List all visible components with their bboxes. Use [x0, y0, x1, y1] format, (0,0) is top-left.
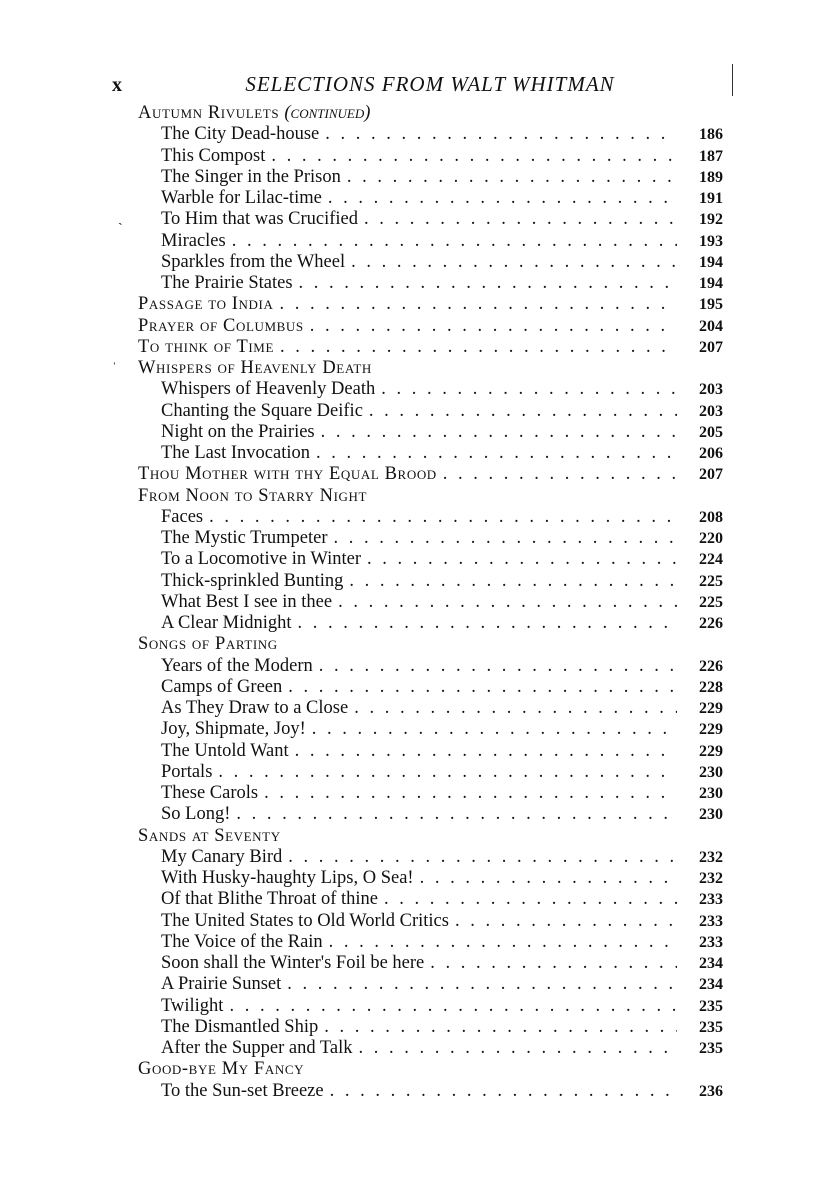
toc-title: Night on the Prairies [161, 421, 315, 442]
toc-entry [138, 188, 723, 209]
toc-page: 225 [699, 572, 723, 590]
toc-page: 232 [699, 870, 723, 887]
toc-title: Songs of Parting [138, 634, 278, 655]
toc-title: To a Locomotive in Winter [161, 549, 362, 570]
leader-dots [321, 422, 677, 443]
toc-title: Portals [161, 761, 213, 782]
toc-title: So Long! [161, 804, 231, 825]
toc-page: 194 [699, 253, 723, 271]
toc-page: 226 [699, 657, 723, 675]
margin-mark: ˈ [112, 361, 117, 376]
toc-entry [138, 124, 723, 145]
toc-page: 206 [699, 445, 723, 462]
leader-dots [236, 804, 677, 825]
leader-dots [430, 953, 677, 974]
toc-page: 208 [699, 508, 723, 526]
toc-page: 230 [699, 806, 723, 824]
toc-entry [138, 868, 723, 889]
leader-dots [218, 762, 677, 783]
toc-entry [138, 231, 723, 252]
toc-entry [138, 1038, 723, 1059]
toc-entry [138, 1017, 723, 1038]
leader-dots [288, 847, 677, 868]
toc-section-heading [138, 1059, 723, 1080]
toc-page: 233 [699, 912, 723, 930]
toc-title: Autumn Rivulets [138, 103, 280, 123]
toc-title: Of that Blithe Throat of thine [161, 889, 378, 910]
toc-entry [138, 273, 723, 294]
toc-entry [138, 571, 723, 592]
toc-title: Warble for Lilac-time [161, 188, 322, 208]
toc-page: 186 [699, 126, 723, 144]
toc-page: 204 [699, 317, 723, 335]
toc-page: 224 [699, 551, 723, 569]
leader-dots [325, 124, 677, 145]
toc-title: Passage to India [138, 294, 274, 315]
leader-dots [298, 613, 677, 634]
toc-title: My Canary Bird [161, 846, 283, 867]
toc-page: 191 [699, 190, 723, 207]
toc-title: Joy, Shipmate, Joy! [161, 719, 306, 740]
toc-title: The United States to Old World Critics [161, 910, 449, 931]
toc-page: 189 [699, 168, 723, 186]
toc-page: 230 [699, 763, 723, 781]
toc-title: Miracles [161, 230, 226, 251]
leader-dots [369, 401, 677, 422]
margin-mark: ˎ [118, 211, 123, 226]
toc-title: A Prairie Sunset [161, 974, 282, 995]
toc-entry [138, 379, 723, 400]
leader-dots [209, 507, 677, 528]
toc-page: 229 [699, 700, 723, 717]
page-edge-mark [732, 64, 733, 96]
leader-dots [316, 443, 677, 464]
toc-entry [138, 847, 723, 868]
toc-page: 195 [699, 296, 723, 314]
toc-entry [138, 422, 723, 443]
toc-section-entry [138, 316, 723, 337]
toc-page: 207 [699, 338, 723, 356]
toc-title: This Compost [161, 145, 266, 166]
toc-title: As They Draw to a Close [161, 698, 349, 718]
toc-entry [138, 996, 723, 1017]
toc-entry [138, 401, 723, 422]
toc-section-heading [138, 103, 723, 124]
leader-dots [280, 337, 677, 358]
toc-title: The Singer in the Prison [161, 166, 341, 187]
toc-entry [138, 549, 723, 570]
toc-title: Soon shall the Winter's Foil be here [161, 953, 425, 973]
leader-dots [232, 231, 677, 252]
table-of-contents [138, 103, 723, 1102]
toc-entry [138, 762, 723, 783]
leader-dots [271, 146, 677, 167]
toc-page: 187 [699, 147, 723, 165]
toc-page: 233 [699, 891, 723, 909]
leader-dots [347, 167, 677, 188]
toc-title: The Untold Want [161, 740, 289, 761]
toc-page: 207 [699, 466, 723, 484]
toc-entry [138, 592, 723, 613]
toc-title: The City Dead-house [161, 124, 320, 145]
leader-dots [310, 316, 677, 337]
toc-page: 234 [699, 955, 723, 972]
toc-page: 205 [699, 423, 723, 441]
toc-title: Whispers of Heavenly Death [161, 379, 376, 400]
toc-title: To the Sun-set Breeze [161, 1080, 324, 1101]
toc-title: Prayer of Columbus [138, 315, 304, 336]
leader-dots [295, 741, 677, 762]
toc-entry [138, 932, 723, 953]
leader-dots [288, 677, 677, 698]
toc-title: After the Supper and Talk [161, 1038, 353, 1058]
leader-dots [330, 1081, 677, 1102]
running-head: SELECTIONS FROM WALT WHITMAN [245, 72, 615, 96]
toc-section-entry [138, 464, 723, 485]
toc-title: To think of Time [138, 336, 275, 357]
toc-page: 220 [699, 530, 723, 547]
toc-entry [138, 698, 723, 719]
toc-title: With Husky-haughty Lips, O Sea! [161, 868, 414, 888]
toc-title: Twilight [161, 995, 224, 1016]
toc-entry [138, 443, 723, 464]
toc-page: 226 [699, 615, 723, 632]
toc-title: The Last Invocation [161, 443, 310, 463]
toc-entry [138, 507, 723, 528]
toc-title: These Carols [161, 783, 259, 803]
leader-dots [229, 996, 677, 1017]
toc-title: Whispers of Heavenly Death [138, 358, 372, 378]
toc-entry [138, 953, 723, 974]
toc-title: What Best I see in thee [161, 591, 333, 612]
leader-dots [443, 464, 677, 485]
leader-dots [334, 528, 678, 549]
toc-title: The Prairie States [161, 273, 293, 293]
leader-dots [351, 252, 677, 273]
toc-title: The Voice of the Rain [161, 931, 323, 952]
toc-page: 194 [699, 275, 723, 292]
toc-page: 192 [699, 211, 723, 229]
toc-title: Camps of Green [161, 676, 283, 697]
leader-dots [359, 1038, 677, 1059]
toc-title: Chanting the Square Deific [161, 400, 363, 421]
leader-dots [328, 188, 677, 209]
toc-title: From Noon to Starry Night [138, 485, 368, 506]
toc-entry [138, 209, 723, 230]
leader-dots [324, 1017, 677, 1038]
toc-title: Good-bye My Fancy [138, 1059, 305, 1080]
leader-dots [338, 592, 677, 613]
leader-dots [364, 209, 677, 230]
leader-dots [319, 656, 677, 677]
leader-dots [329, 932, 677, 953]
toc-title: Sands at Seventy [138, 825, 281, 846]
toc-entry [138, 252, 723, 273]
leader-dots [381, 379, 677, 400]
leader-dots [299, 273, 677, 294]
toc-page: 229 [699, 742, 723, 760]
toc-page: 233 [699, 933, 723, 951]
toc-entry [138, 911, 723, 932]
toc-page: 236 [699, 1082, 723, 1100]
leader-dots [279, 294, 677, 315]
toc-entry [138, 741, 723, 762]
toc-section-entry [138, 294, 723, 315]
toc-page: 235 [699, 1040, 723, 1057]
leader-dots [312, 719, 677, 740]
toc-page: 232 [699, 848, 723, 866]
toc-title: The Dismantled Ship [161, 1016, 319, 1037]
toc-entry [138, 528, 723, 549]
toc-entry [138, 656, 723, 677]
leader-dots [349, 571, 677, 592]
toc-title: Years of the Modern [161, 655, 313, 676]
leader-dots [384, 889, 677, 910]
toc-entry [138, 889, 723, 910]
toc-title-note: (continued) [284, 103, 371, 123]
toc-page: 228 [699, 678, 723, 696]
leader-dots [367, 549, 677, 570]
toc-page: 234 [699, 976, 723, 994]
toc-section-heading [138, 826, 723, 847]
toc-title: Faces [161, 506, 204, 527]
toc-page: 230 [699, 785, 723, 802]
toc-entry [138, 719, 723, 740]
toc-page: 203 [699, 381, 723, 399]
toc-title: A Clear Midnight [161, 613, 292, 633]
toc-page: 235 [699, 997, 723, 1015]
toc-title: The Mystic Trumpeter [161, 528, 328, 548]
toc-page: 193 [699, 232, 723, 250]
leader-dots [287, 974, 677, 995]
toc-page: 203 [699, 402, 723, 420]
leader-dots [420, 868, 677, 889]
toc-entry [138, 974, 723, 995]
toc-entry [138, 1081, 723, 1102]
toc-entry [138, 783, 723, 804]
toc-section-heading [138, 358, 723, 379]
toc-section-entry [138, 337, 723, 358]
leader-dots [354, 698, 677, 719]
toc-page: 225 [699, 593, 723, 611]
toc-title: Sparkles from the Wheel [161, 251, 346, 272]
toc-entry [138, 146, 723, 167]
toc-entry [138, 613, 723, 634]
leader-dots [455, 911, 677, 932]
toc-title: To Him that was Crucified [161, 209, 359, 230]
toc-section-heading [138, 634, 723, 655]
toc-section-heading [138, 486, 723, 507]
toc-page: 235 [699, 1018, 723, 1036]
toc-title: Thick-sprinkled Bunting [161, 570, 344, 591]
leader-dots [264, 783, 677, 804]
page-number: x [112, 74, 122, 96]
toc-entry [138, 167, 723, 188]
toc-title: Thou Mother with thy Equal Brood [138, 464, 437, 485]
toc-entry [138, 677, 723, 698]
toc-entry [138, 804, 723, 825]
toc-page: 229 [699, 721, 723, 739]
